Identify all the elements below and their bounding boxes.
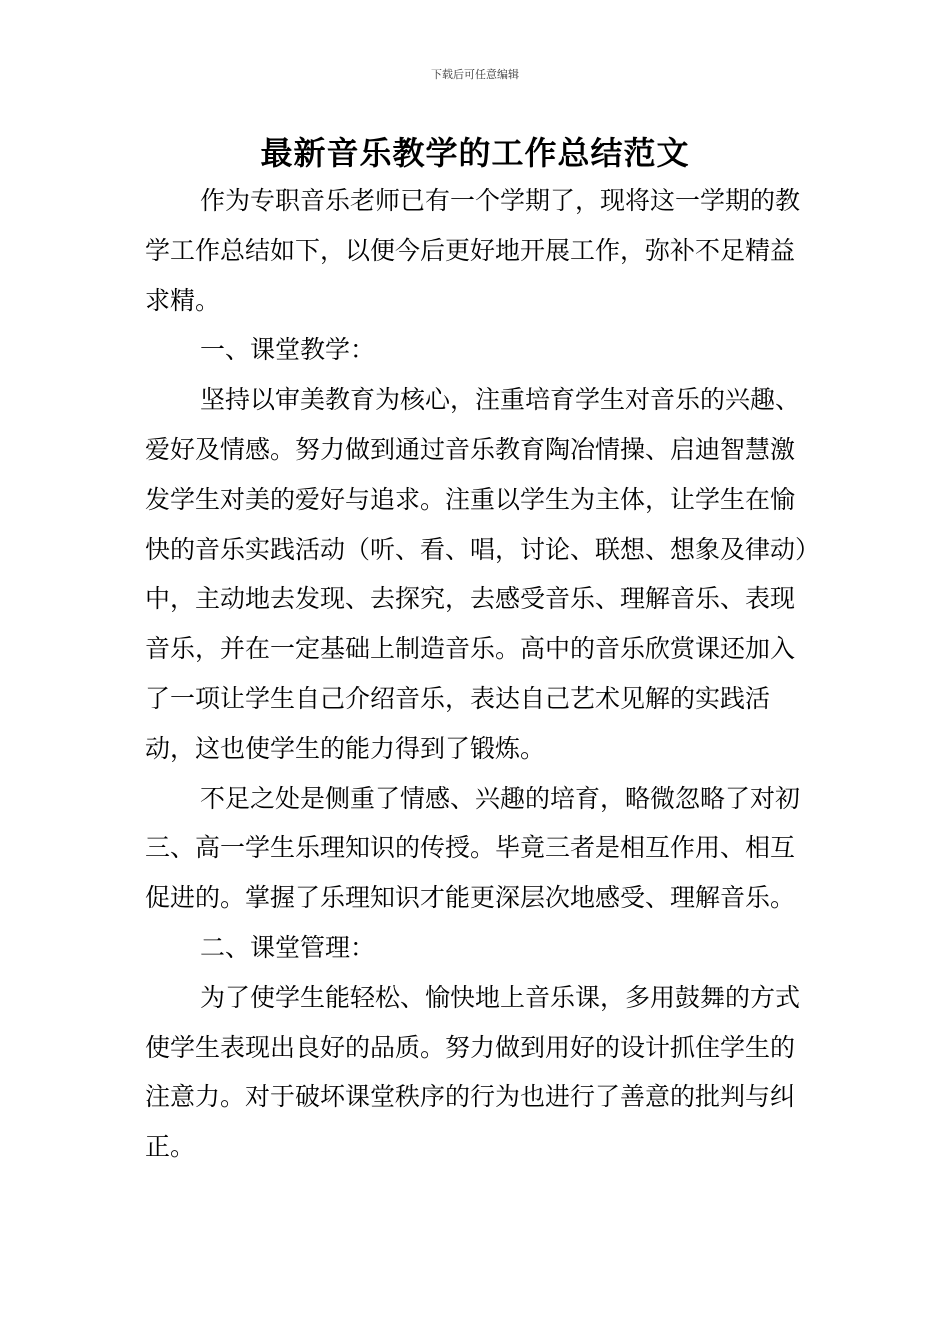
paragraph-management-content: 为了使学生能轻松、愉快地上音乐课，多用鼓舞的方式使学生表现出良好的品质。努力做到用好的设计抓住学生的注意力。对于破坏课堂秩序的行为也进行了善意的批判与纠正。	[145, 982, 801, 1162]
header-note: 下载后可任意编辑	[431, 68, 519, 81]
section-heading-classroom-teaching: 一、课堂教学：	[200, 335, 376, 365]
section-heading-classroom-management: 二、课堂管理：	[200, 932, 376, 962]
paragraph-teaching-content: 坚持以审美教育为核心，注重培育学生对音乐的兴趣、爱好及情感。努力做到通过音乐教育陶冶情操、启迪智慧激发学生对美的爱好与追求。注重以学生为主体，让学生在愉快的音乐实践活动（听、看、唱，讨论、联想、想象及律动）中，主动地去发现、去探究，去感受音乐、理解音乐、表现音乐，并在一定基础上制造音乐。高中的音乐欣赏课还加入了一项让学生自己介绍音乐，表达自己艺术见解的实践活动，这也使学生的能力得到了锻炼。	[145, 385, 808, 763]
paragraph-shortcomings: 不足之处是侧重了情感、兴趣的培育，略微忽略了对初三、高一学生乐理知识的传授。毕竟三者是相互作用、相互促进的。掌握了乐理知识才能更深层次地感受、理解音乐。	[145, 783, 801, 913]
document-title: 最新音乐教学的工作总结范文	[260, 134, 690, 172]
paragraph-intro: 作为专职音乐老师已有一个学期了，现将这一学期的教学工作总结如下，以便今后更好地开展工作，弥补不足精益求精。	[145, 186, 801, 315]
document-body	[145, 176, 815, 1172]
